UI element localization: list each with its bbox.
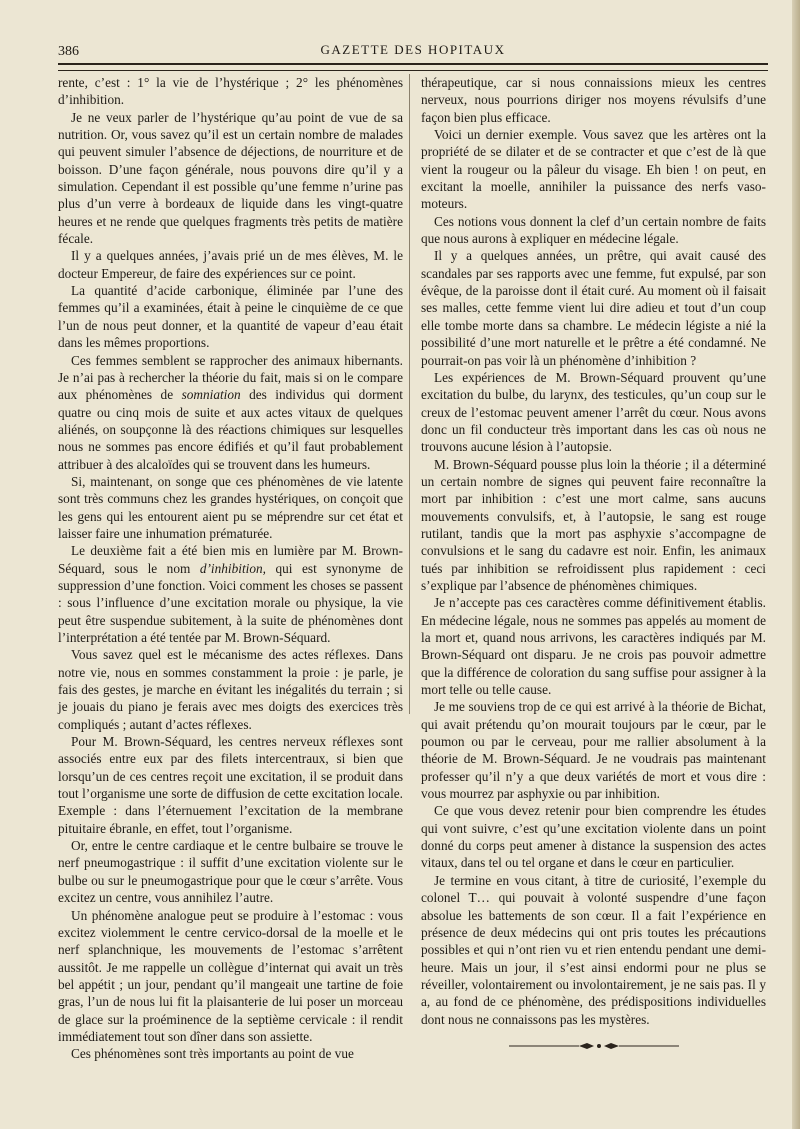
ornament-diamond: [604, 1043, 619, 1049]
paragraph: Ces phénomènes sont très importants au point de vue: [71, 1046, 354, 1062]
paragraph: Je termine en vous citant, à titre de curiosité, l’exemple du colonel T… qui pouvait à volonté suspendre d’une façon absolue les battements de son cœur. Il a fait l’expérience en présence de deux médecins qui ont pris toutes les précautions possibles et qui n’ont rien vu et rien entendu pendant une demi-heure. Mais un jour, il s’est ainsi endormi pour ne plus se réveiller, volontairement ou involontairement, je ne sais pas. Il y a, au fond de ce phénomène, des prédispositions individuelles dont nous ne connaissons pas les mystères.: [421, 872, 766, 1027]
paragraph: Il y a quelques années, un prêtre, qui avait causé des scandales par ses rapports avec une femme, fut expulsé, par son évêque, de la paroisse dont il était curé. Au moment où il faisait ses malles, cette femme vient lui dire adieu et tout d’un coup elle tombe morte dans sa chambre. Le médecin légiste a nié la possibilité d’une mort naturelle et le prêtre a été condamné. Ne pourrait-on pas voir là un phénomène d’inhibition ?: [421, 248, 766, 368]
paragraph-text: qui est synonyme de suppression d’une fonction. Voici comment les choses se passent : sous l’influence d’une excitation morale ou physique, la vie peut être suspendue subitement, à la suite de phénomènes dont l’interprétation a été tentée par M. Brown-Séquard.: [58, 560, 403, 645]
paragraph: La quantité d’acide carbonique, éliminée par l’une des femmes qu’il a examinées, était à peine le cinquième de ce que l’un de nous peut donner, et la quantité de vapeur d’eau était dans les mêmes proportions.: [58, 283, 403, 351]
paragraph: Ce que vous devez retenir pour bien comprendre les études qui vont suivre, c’est qu’une excitation violente dans un point donné du corps peut amener à distance la suspension des actes vitaux, dans tel ou tel organe et dans le cœur en particulier.: [421, 803, 766, 871]
paragraph: Ces notions vous donnent la clef d’un certain nombre de faits que nous aurons à expliquer en médecine légale.: [421, 213, 766, 247]
paragraph: Pour M. Brown-Séquard, les centres nerveux réflexes sont associés entre eux par des filets intercentraux, si bien que lorsqu’un de ces centres reçoit une excitation, il se produit dans tout l’organisme une sorte de diffusion de cette excitation locale. Exemple : dans l’éternuement l’excitation de la membrane pituitaire ébranle, en effet, tout l’organisme.: [58, 734, 403, 836]
ornament-diamond: [579, 1043, 594, 1049]
paragraph: Voici un dernier exemple. Vous savez que les artères ont la propriété de se dilater et de se contracter et que c’est de là que vient la rougeur ou la pâleur du visage. Eh bien ! on peut, en excitant la moelle, annihiler la puissance des nerfs vaso-moteurs.: [421, 127, 766, 212]
paragraph: Je ne veux parler de l’hystérique qu’au point de vue de sa nutrition. Or, vous savez qu’il est un certain nombre de malades qui peuvent simuler l’absence de déjections, de nourriture et de boisson. D’une façon générale, nous pouvons dire qu’il y a simulation. Cependant il est possible qu’une femme n’urine pas plus d’un verre à bordeaux de liquide dans les vingt-quatre heures et ne rende que quelques fragments très petits de matière fécale.: [58, 109, 403, 247]
column-divider: [409, 74, 410, 714]
paragraph: Les expériences de M. Brown-Séquard prouvent qu’une excitation du bulbe, du larynx, des testicules, qu’un coup sur le creux de l’estomac peuvent amener l’arrêt du cœur. Nous avons donc un fil conducteur très important dans les cas où nous ne trouvons aucune lésion à l’autopsie.: [421, 369, 766, 455]
paragraph: thérapeutique, car si nous connaissions mieux les centres nerveux, nous pourrions diriger nos moyens révulsifs d’une façon bien plus efficace.: [421, 75, 766, 125]
page-number: 386: [58, 44, 79, 59]
paragraph-text: des individus qui dorment quatre ou cinq mois de suite et aux actes vitaux de quelques aliénés, on soupçonne là des réactions chimiques sur lesquelles nous ne sommes pas encore édifiés et qu’il faut probablement attribuer à des alcaloïdes qui se trouvent dans les humeurs.: [58, 387, 403, 472]
paragraph: Je n’accepte pas ces caractères comme définitivement établis. En médecine légale, nous ne sommes pas appelés au moment de la mort et, quand nous arrivons, les caractères indiqués par M. Brown-Séquard ont disparu. Je ne crois pas pouvoir admettre que la différence de coloration du sang suffise pour assigner à la mort telle ou telle cause.: [421, 595, 766, 698]
italic-term: d’inhibition,: [199, 560, 266, 576]
paragraph: Il y a quelques années, j’avais prié un de mes élèves, M. le docteur Empereur, de faire des expériences sur ce point.: [58, 248, 403, 281]
header-rule: [58, 63, 768, 71]
paragraph: M. Brown-Séquard pousse plus loin la théorie ; il a déterminé un certain nombre de signes qui peuvent faire reconnaître la mort par inhibition : c’est une mort calme, sans aucuns mouvements convulsifs, et, à l’autopsie, le sang est rouge rutilant, tandis que la mort pas asphyxie s’accompagne de convulsions et le sang du cadavre est noir. Enfin, les animaux tués par inhibition se refroidissent plus rapidement : ceci s’explique par l’absence de phénomènes chimiques.: [421, 456, 766, 593]
running-title: GAZETTE DES HOPITAUX: [320, 42, 506, 57]
paragraph: [58, 542, 403, 646]
right-column: [421, 74, 766, 1050]
ornament-dot: [597, 1044, 601, 1048]
paragraph: Vous savez quel est le mécanisme des actes réflexes. Dans notre vie, nous en sommes constamment la proie : je parle, je fais des gestes, je marche en évitant les inégalités du terrain ; si je jouais du piano je ferais avec mes doigts des exercices très compliqués ; autant d’actes réflexes.: [58, 647, 403, 732]
left-column: [58, 74, 403, 1063]
paragraph: rente, c’est : 1° la vie de l’hystérique ; 2° les phénomènes d’inhibition.: [58, 75, 403, 108]
page-header: [58, 42, 768, 62]
paragraph: [58, 352, 403, 473]
paragraph: Un phénomène analogue peut se produire à l’estomac : vous excitez violemment le centre cervico-dorsal de la moelle et le nerf splanchnique, les mouvements de l’estomac s’arrêtent aussitôt. Je me rappelle un collègue d’internat qui avait un très bel appétit ; un jour, pendant qu’il mangeait une tartine de foie gras, l’un de nous lui fit la plaisanterie de lui poser un morceau de glace sur la proéminence de la septième cervicale : il rendit immédiatement tout son dîner dans son assiette.: [58, 907, 403, 1044]
end-ornament: [509, 1042, 679, 1050]
page-binding-edge: [792, 0, 800, 1129]
paragraph-text: Ces femmes semblent se rapprocher des animaux hibernants. Je n’ai pas à rechercher la théorie du fait, mais si on le compare aux phénomènes de: [58, 352, 403, 403]
paragraph-text: Le deuxième fait a été bien mis en lumière par M. Brown-Séquard, sous le nom: [58, 543, 403, 576]
italic-term: somniation: [181, 387, 241, 403]
paragraph: Or, entre le centre cardiaque et le centre bulbaire se trouve le nerf pneumogastrique : il suffit d’une excitation violente sur le bulbe ou sur le pneumogastrique pour que le cœur s’arrête. Vous excitez un centre, vous annihilez l’autre.: [58, 838, 403, 906]
paragraph: Si, maintenant, on songe que ces phénomènes de vie latente sont très communs chez les grandes hystériques, on conçoit que les gens qui les entourent aient pu se méprendre sur cet état et laisser faire une inhumation prématurée.: [58, 473, 403, 541]
paragraph: Je me souviens trop de ce qui est arrivé à la théorie de Bichat, qui avait prétendu qu’on mourait toujours par le cœur, par le poumon ou par le cerveau, pour me rallier absolument à la théorie de M. Brown-Séquard. Je ne voudrais pas maintenant professer qu’il n’y a que deux variétés de mort et vous dire : vous mourrez par asphyxie ou par inhibition.: [421, 699, 766, 802]
